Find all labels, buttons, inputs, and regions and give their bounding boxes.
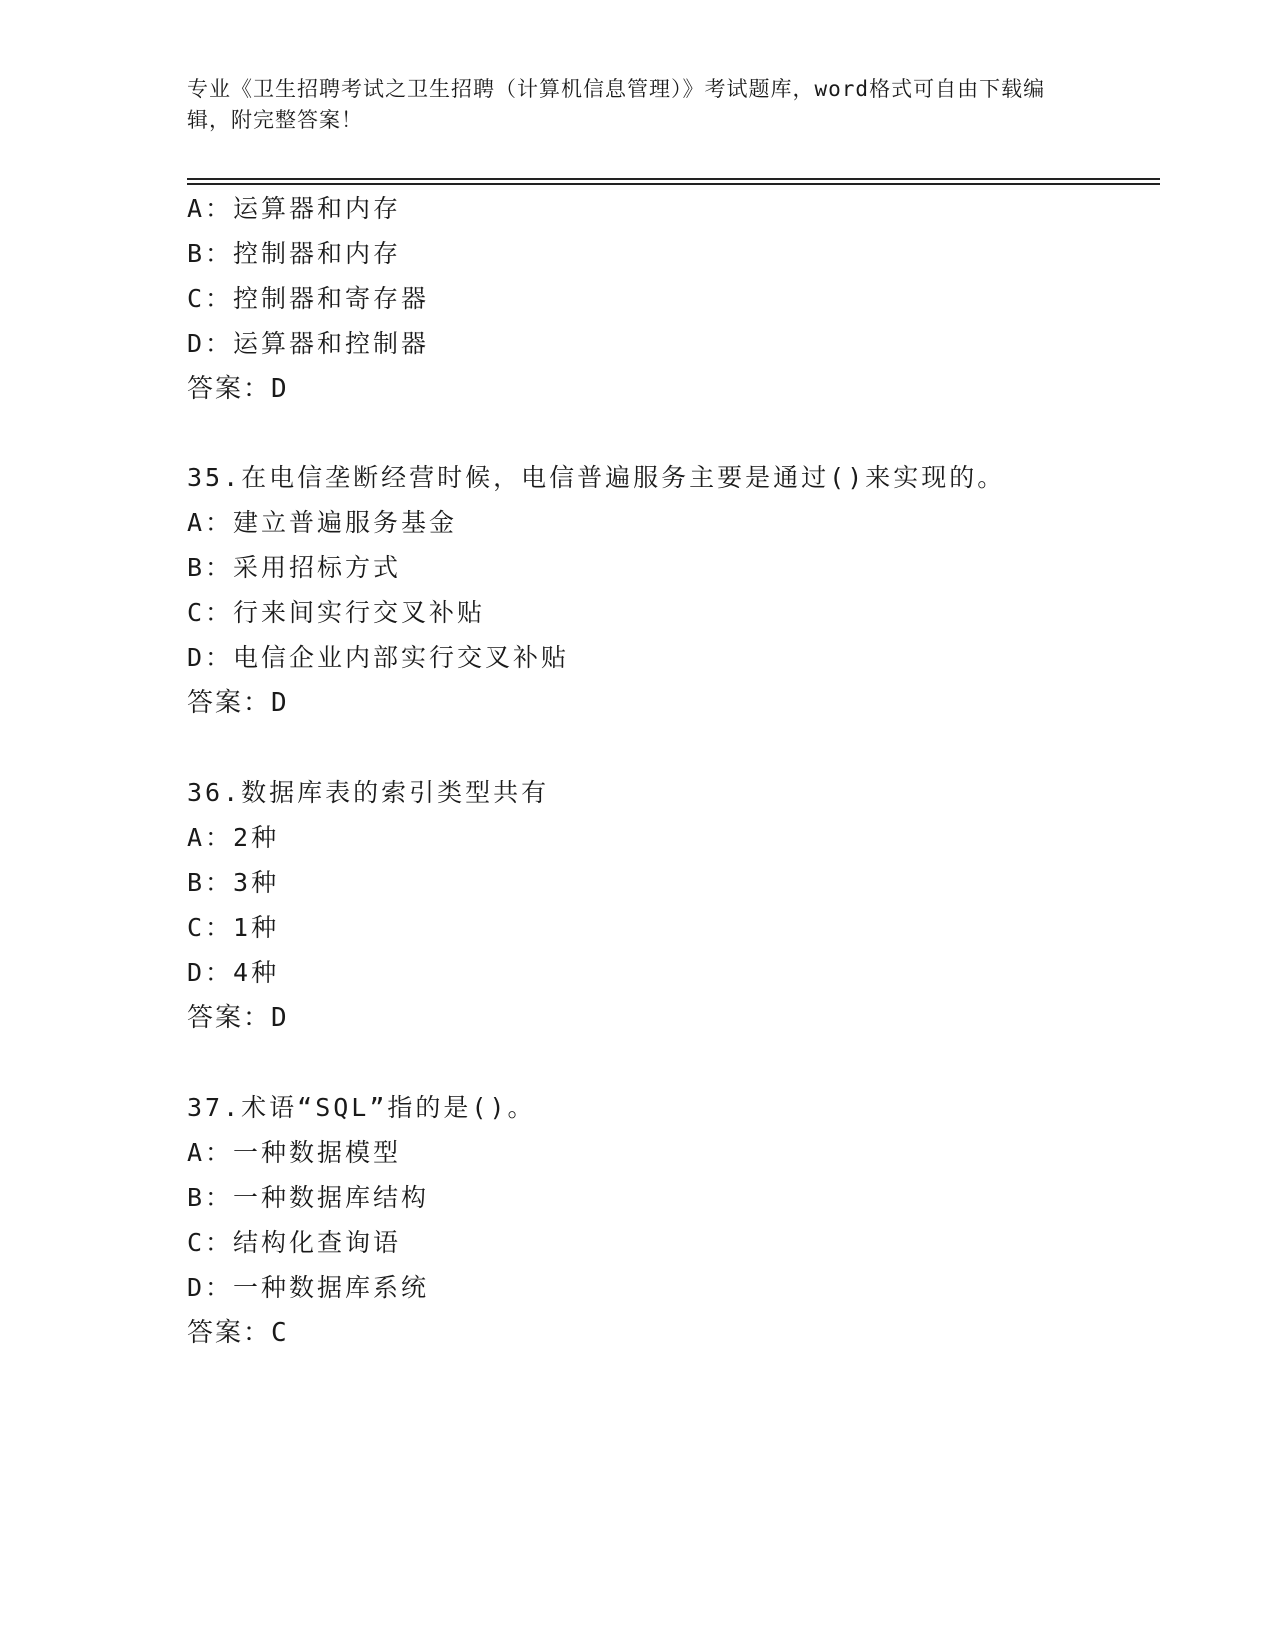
answer-value: D: [271, 1003, 289, 1033]
q35-option-b: B：采用招标方式: [187, 553, 402, 582]
q36-answer: [187, 1002, 289, 1034]
q34-option-b: B：控制器和内存: [187, 239, 402, 268]
answer-value: D: [271, 374, 289, 404]
q36-option-c: C：1种: [187, 913, 280, 942]
q34-option-a: A：运算器和内存: [187, 194, 402, 223]
answer-value: C: [271, 1318, 289, 1348]
q35-option-d: D：电信企业内部实行交叉补贴: [187, 643, 570, 672]
answer-label: 答案：: [187, 374, 272, 404]
q36-question: 36.数据库表的索引类型共有: [187, 778, 550, 807]
answer-label: 答案：: [187, 688, 272, 718]
q35-option-a: A：建立普遍服务基金: [187, 508, 458, 537]
q36-option-a: A：2种: [187, 823, 280, 852]
header-divider-bottom: [187, 183, 1160, 185]
q34-option-d: D：运算器和控制器: [187, 329, 430, 358]
q37-answer: [187, 1317, 289, 1349]
answer-label: 答案：: [187, 1003, 272, 1033]
answer-label: 答案：: [187, 1318, 272, 1348]
q37-option-b: B：一种数据库结构: [187, 1183, 430, 1212]
answer-value: D: [271, 688, 289, 718]
q37-option-a: A：一种数据模型: [187, 1138, 402, 1167]
q37-option-c: C：结构化查询语: [187, 1228, 402, 1257]
q34-option-c: C：控制器和寄存器: [187, 284, 430, 313]
q37-question: 37.术语“SQL”指的是()。: [187, 1093, 536, 1122]
header-divider-top: [187, 178, 1160, 180]
q35-option-c: C：行来间实行交叉补贴: [187, 598, 486, 627]
q36-option-d: D：4种: [187, 958, 280, 987]
q35-question: 35.在电信垄断经营时候，电信普遍服务主要是通过()来实现的。: [187, 463, 1006, 492]
q37-option-d: D：一种数据库系统: [187, 1273, 430, 1302]
q35-answer: [187, 687, 289, 719]
document-header: 专业《卫生招聘考试之卫生招聘（计算机信息管理）》考试题库，word格式可自由下载编辑，附完整答案！: [187, 77, 1046, 132]
q36-option-b: B：3种: [187, 868, 280, 897]
q34-answer: [187, 373, 289, 405]
